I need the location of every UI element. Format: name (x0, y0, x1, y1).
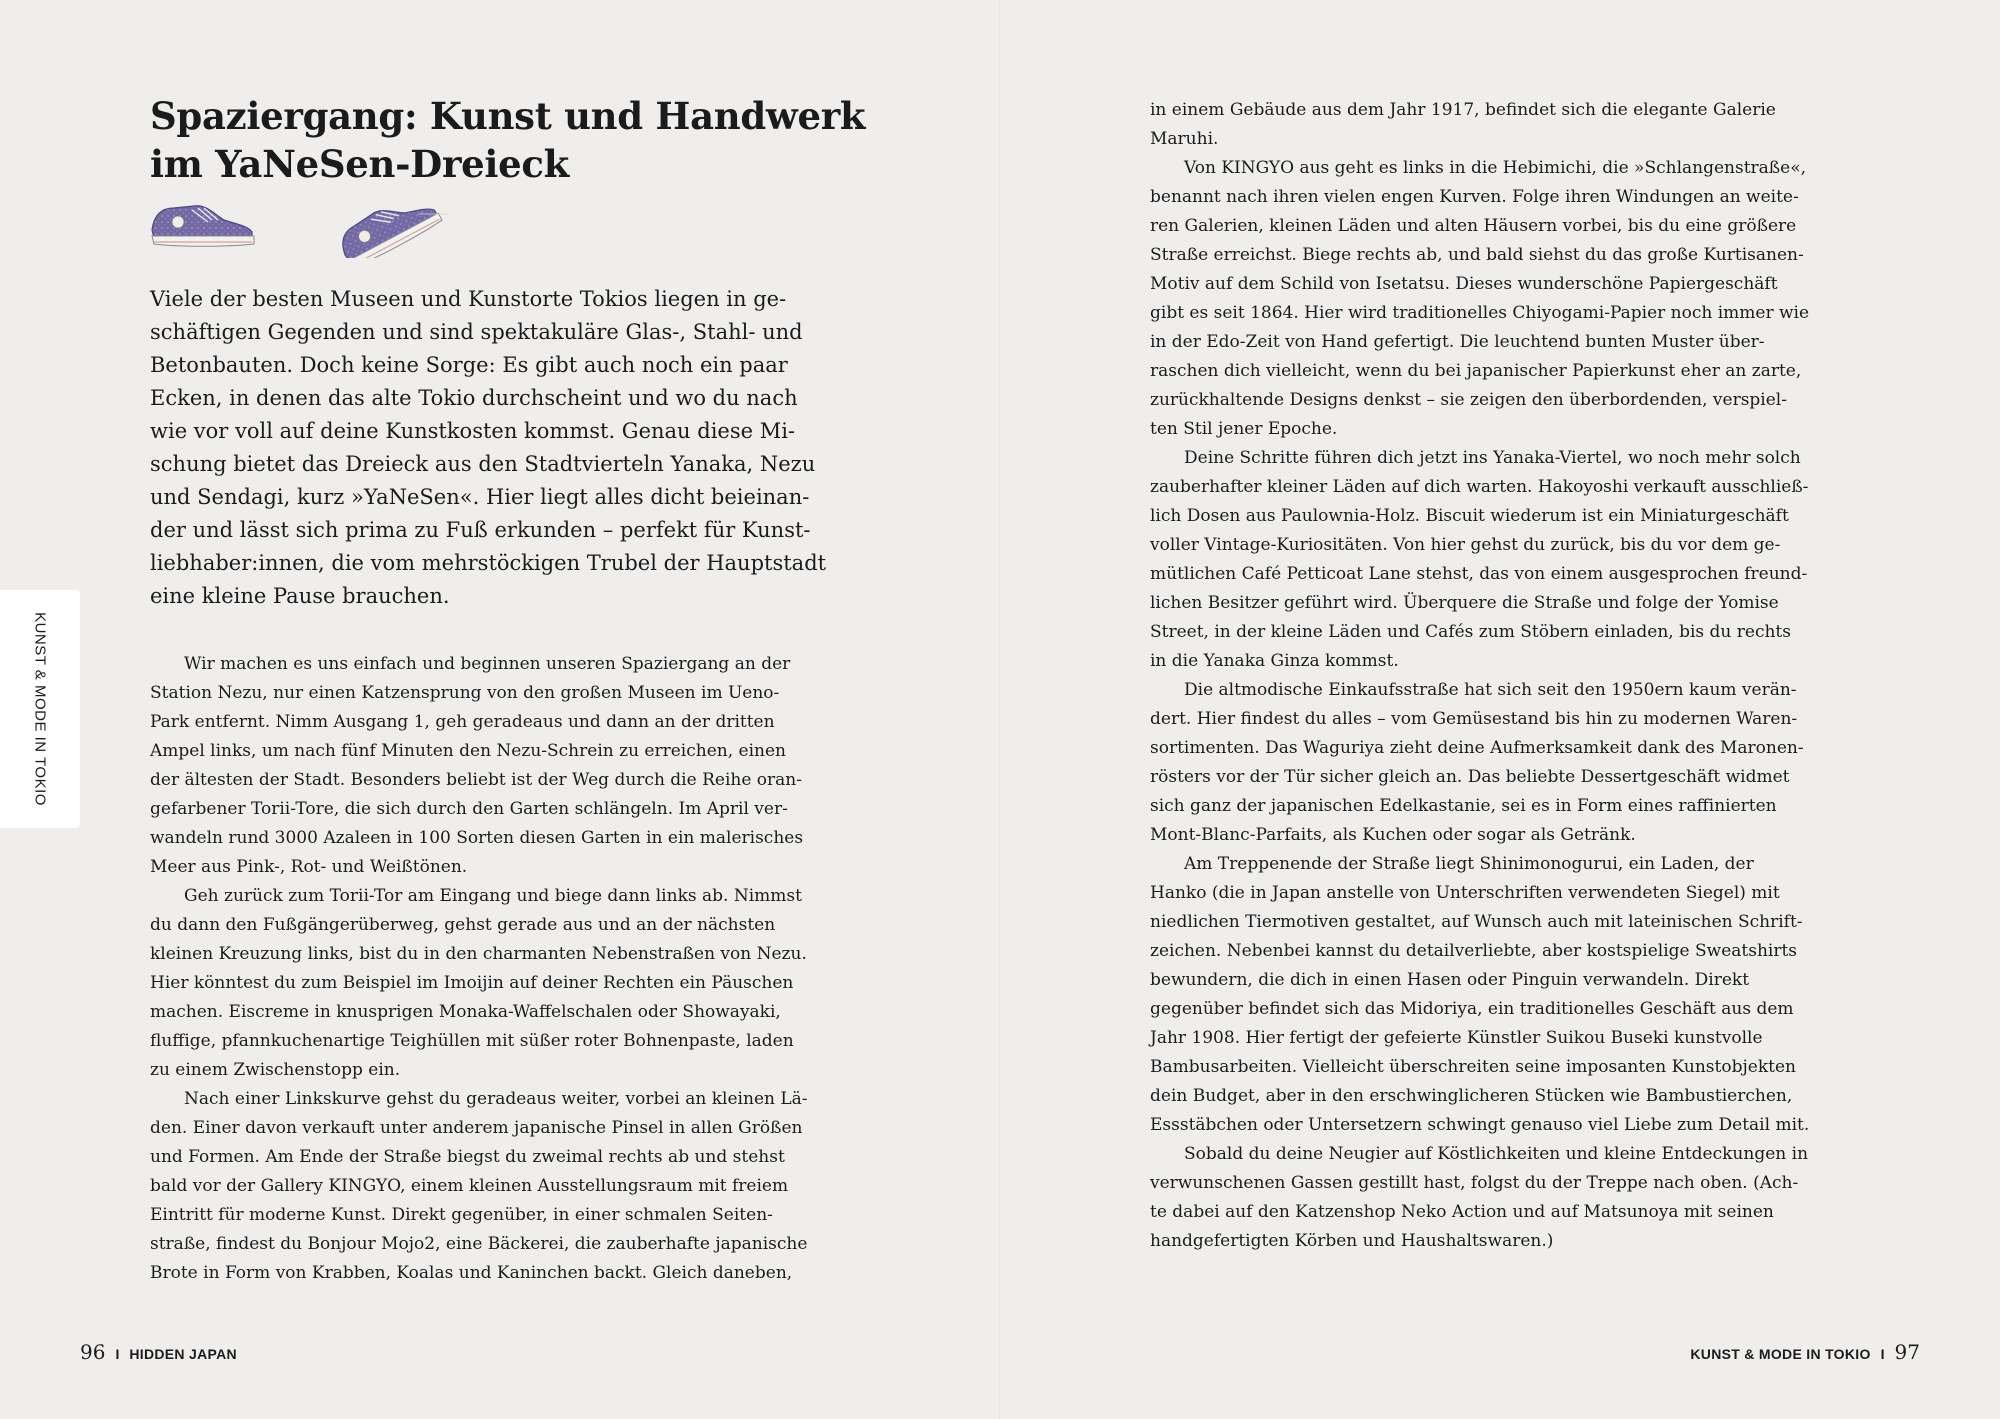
body-line: dert. Hier findest du alles – vom Gemüsestand bis hin zu modernen Waren- (1150, 709, 1798, 729)
body-line: Geh zurück zum Torii-Tor am Eingang und biege dann links ab. Nimmst (184, 886, 802, 906)
body-line: sich ganz der japanischen Edelkastanie, sei es in Form eines raffinierten (1150, 796, 1777, 816)
body-line: verwunschenen Gassen gestillt hast, folgst du der Treppe nach oben. (Ach- (1150, 1173, 1799, 1193)
body-line: Station Nezu, nur einen Katzensprung von den großen Museen im Ueno- (150, 683, 780, 703)
body-column-right (1150, 96, 1850, 1256)
body-line: gefarbener Torii-Tore, die sich durch den Garten schlängeln. Im April ver- (150, 799, 788, 819)
body-column-left (150, 650, 850, 1288)
body-line: Eintritt für moderne Kunst. Direkt gegenüber, in einer schmalen Seiten- (150, 1205, 773, 1225)
lead-line: Ecken, in denen das alte Tokio durchscheint und wo du nach (150, 386, 798, 410)
sneaker-right-icon (334, 186, 443, 258)
body-line: kleinen Kreuzung links, bist du in den charmanten Nebenstraßen von Nezu. (150, 944, 807, 964)
body-line: fluffige, pfannkuchenartige Teighüllen mit süßer roter Bohnenpaste, laden (150, 1031, 794, 1051)
body-line: den. Einer davon verkauft unter anderem japanische Pinsel in allen Größen (150, 1118, 803, 1138)
lead-line: schung bietet das Dreieck aus den Stadtvierteln Yanaka, Nezu (150, 452, 816, 476)
body-line: zurückhaltende Designs denkst – sie zeigen den überbordenden, verspiel- (1150, 390, 1787, 410)
chapter-side-tab-label: KUNST & MODE IN TOKIO (31, 612, 49, 806)
lead-line: wie vor voll auf deine Kunstkosten kommst. Genau diese Mi- (150, 419, 796, 443)
body-line: Die altmodische Einkaufsstraße hat sich seit den 1950ern kaum verän- (1184, 680, 1797, 700)
chapter-title (150, 92, 870, 188)
sneaker-left-icon (152, 206, 254, 247)
running-head: HIDDEN JAPAN (129, 1346, 237, 1362)
body-line: bald vor der Gallery KINGYO, einem kleinen Ausstellungsraum mit freiem (150, 1176, 789, 1196)
body-line: in der Edo-Zeit von Hand gefertigt. Die leuchtend bunten Muster über- (1150, 332, 1765, 352)
body-line: lich Dosen aus Paulownia-Holz. Biscuit wiederum ist ein Miniaturgeschäft (1150, 506, 1789, 526)
footer-separator: I (115, 1346, 120, 1362)
title-line: Spaziergang: Kunst und Handwerk (150, 94, 866, 138)
body-line: voller Vintage-Kuriositäten. Von hier gehst du zurück, bis du vor dem ge- (1150, 535, 1781, 555)
lead-line: der und lässt sich prima zu Fuß erkunden – perfekt für Kunst- (150, 518, 811, 542)
body-line: ren Galerien, kleinen Läden und alten Häusern vorbei, bis du eine größere (1150, 216, 1797, 236)
body-line: Sobald du deine Neugier auf Köstlichkeiten und kleine Entdeckungen in (1184, 1144, 1809, 1164)
chapter-side-tab (0, 590, 80, 828)
page-number: 96 (80, 1340, 106, 1364)
body-line: Essstäbchen oder Untersetzern schwingt genauso viel Liebe zum Detail mit. (1150, 1115, 1810, 1135)
body-line: Nach einer Linkskurve gehst du geradeaus weiter, vorbei an kleinen Lä- (184, 1089, 808, 1109)
footer-left (80, 1340, 237, 1364)
body-line: mütlichen Café Petticoat Lane stehst, das von einem ausgesprochen freund- (1150, 564, 1808, 584)
body-line: ten Stil jener Epoche. (1150, 419, 1338, 439)
body-line: zauberhafter kleiner Läden auf dich warten. Hakoyoshi verkauft ausschließ- (1150, 477, 1809, 497)
body-line: straße, findest du Bonjour Mojo2, eine Bäckerei, die zauberhafte japanische (150, 1234, 808, 1254)
body-line: Maruhi. (1150, 129, 1219, 149)
body-line: in die Yanaka Ginza kommst. (1150, 651, 1399, 671)
footer-separator: I (1880, 1346, 1885, 1362)
lead-line: eine kleine Pause brauchen. (150, 584, 450, 608)
footer-right (1690, 1340, 1920, 1364)
body-line: Park entfernt. Nimm Ausgang 1, geh geradeaus und dann an der dritten (150, 712, 775, 732)
body-line: Mont-Blanc-Parfaits, als Kuchen oder sogar als Getränk. (1150, 825, 1636, 845)
body-line: du dann den Fußgängerüberweg, gehst gerade aus und an der nächsten (150, 915, 776, 935)
lead-line: Viele der besten Museen und Kunstorte Tokios liegen in ge- (150, 287, 787, 311)
body-line: raschen dich vielleicht, wenn du bei japanischer Papierkunst eher an zarte, (1150, 361, 1802, 381)
body-line: Am Treppenende der Straße liegt Shinimonogurui, ein Laden, der (1184, 854, 1754, 874)
body-line: gibt es seit 1864. Hier wird traditionelles Chiyogami-Papier noch immer wie (1150, 303, 1810, 323)
body-line: niedlichen Tiermotiven gestaltet, auf Wunsch auch mit lateinischen Schrift- (1150, 912, 1803, 932)
body-line: in einem Gebäude aus dem Jahr 1917, befindet sich die elegante Galerie (1150, 100, 1776, 120)
body-line: machen. Eiscreme in knusprigen Monaka-Waffelschalen oder Showayaki, (150, 1002, 781, 1022)
body-line: Ampel links, um nach fünf Minuten den Nezu-Schrein zu erreichen, einen (150, 741, 786, 761)
lead-line: Betonbauten. Doch keine Sorge: Es gibt auch noch ein paar (150, 353, 788, 377)
body-line: zeichen. Nebenbei kannst du detailverliebte, aber kostspielige Sweatshirts (1150, 941, 1798, 961)
body-line: Brote in Form von Krabben, Koalas und Kaninchen backt. Gleich daneben, (150, 1263, 793, 1283)
body-line: rösters vor der Tür sicher gleich an. Das beliebte Dessertgeschäft widmet (1150, 767, 1790, 787)
body-line: Hanko (die in Japan anstelle von Unterschriften verwendeten Siegel) mit (1150, 883, 1780, 903)
lead-line: liebhaber:innen, die vom mehrstöckigen Trubel der Hauptstadt (150, 551, 827, 575)
sneakers-illustration (148, 178, 448, 258)
body-line: handgefertigten Körben und Haushaltswaren.) (1150, 1231, 1554, 1251)
body-line: Von KINGYO aus geht es links in die Hebimichi, die »Schlangenstraße«, (1184, 158, 1807, 178)
body-line: Jahr 1908. Hier fertigt der gefeierte Künstler Suikou Buseki kunstvolle (1150, 1028, 1763, 1048)
body-line: Bambusarbeiten. Vielleicht überschreiten seine imposanten Kunstobjekten (1150, 1057, 1796, 1077)
body-line: wandeln rund 3000 Azaleen in 100 Sorten diesen Garten in ein malerisches (150, 828, 804, 848)
lead-line: schäftigen Gegenden und sind spektakuläre Glas-, Stahl- und (150, 320, 803, 344)
running-head: KUNST & MODE IN TOKIO (1690, 1346, 1871, 1362)
body-line: Straße erreichst. Biege rechts ab, und bald siehst du das große Kurtisanen- (1150, 245, 1804, 265)
body-line: Wir machen es uns einfach und beginnen unseren Spaziergang an der (184, 654, 791, 674)
body-line: lichen Besitzer geführt wird. Überquere die Straße und folge der Yomise (1150, 593, 1779, 613)
body-line: benannt nach ihren vielen engen Kurven. Folge ihren Windungen an weite- (1150, 187, 1799, 207)
title-line: im YaNeSen-Dreieck (150, 142, 569, 186)
body-line: zu einem Zwischenstopp ein. (150, 1060, 401, 1080)
lead-paragraph (150, 283, 870, 613)
body-line: Deine Schritte führen dich jetzt ins Yanaka-Viertel, wo noch mehr solch (1184, 448, 1801, 468)
body-line: und Formen. Am Ende der Straße biegst du zweimal rechts ab und stehst (150, 1147, 785, 1167)
body-line: gegenüber befindet sich das Midoriya, ein traditionelles Geschäft aus dem (1150, 999, 1794, 1019)
page-gutter (999, 0, 1001, 1419)
body-line: Motiv auf dem Schild von Isetatsu. Dieses wunderschöne Papiergeschäft (1150, 274, 1778, 294)
body-line: te dabei auf den Katzenshop Neko Action und auf Matsunoya mit seinen (1150, 1202, 1774, 1222)
body-line: bewundern, die dich in einen Hasen oder Pinguin verwandeln. Direkt (1150, 970, 1750, 990)
page-number: 97 (1894, 1340, 1920, 1364)
body-line: Street, in der kleine Läden und Cafés zum Stöbern einladen, bis du rechts (1150, 622, 1791, 642)
body-line: Meer aus Pink-, Rot- und Weißtönen. (150, 857, 468, 877)
body-line: Hier könntest du zum Beispiel im Imoijin auf deiner Rechten ein Päuschen (150, 973, 794, 993)
lead-line: und Sendagi, kurz »YaNeSen«. Hier liegt alles dicht beieinan- (150, 485, 810, 509)
body-line: dein Budget, aber in den erschwinglicheren Stücken wie Bambustierchen, (1150, 1086, 1793, 1106)
body-line: sortimenten. Das Waguriya zieht deine Aufmerksamkeit dank des Maronen- (1150, 738, 1804, 758)
body-line: der ältesten der Stadt. Besonders beliebt ist der Weg durch die Reihe oran- (150, 770, 802, 790)
